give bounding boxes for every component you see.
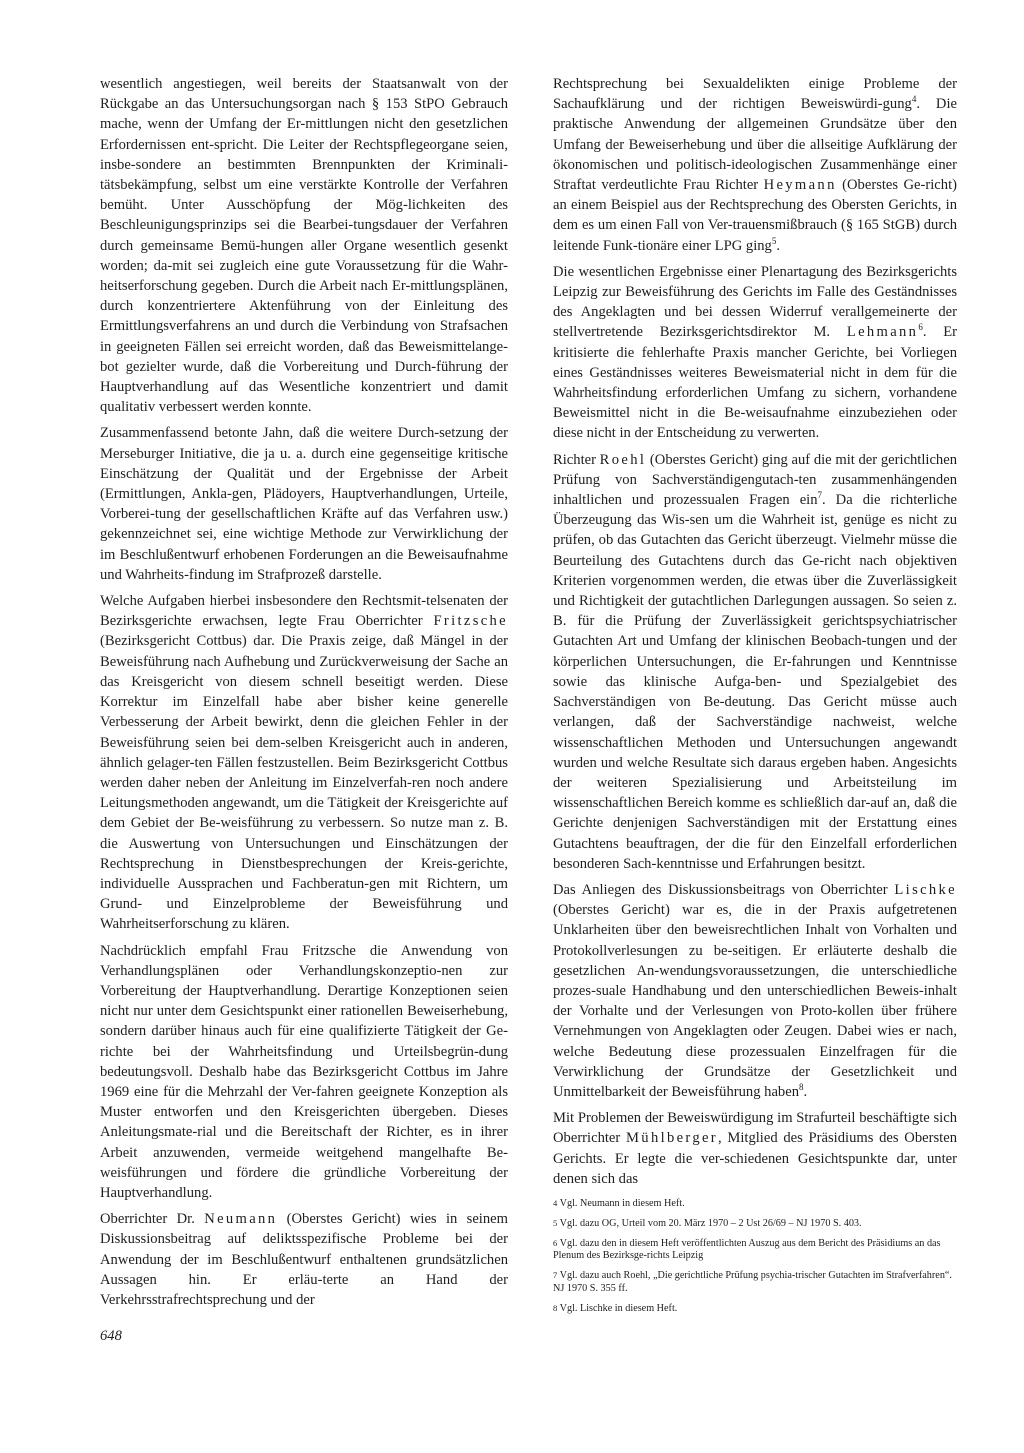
footnote-ref: 8 [799,1082,804,1093]
paragraph-text: . Er kritisierte die fehlerhafte Praxis mancher Gerichte, bei Vorliegen eines Geständnisses weiteres Beweismaterial nicht in dem für die Wahrheitsfindung erforderlichen Umfang zu sichern, vorhandene Beweismittel nicht in die Be-weisaufnahme einzubeziehen oder diese nicht in der Entscheidung zu verwerten. [553,324,957,442]
speaker-name: Heymann [763,177,837,194]
paragraph-text: . Da die richterliche Überzeugung das Wis-sen um die Wahrheit ist, genüge es nicht zu prüfen, ob das Gutachten das Gericht überzeugt. Vielmehr müsse die Beurteilung des Gutachtens durch das Ge-richt nach objektiven Kriterien vorgenommen werden, die etwas über die Zuverlässigkeit und Richtigkeit der gutachtlichen Darlegungen aussagen. So seien z. B. für die Prüfung der Zuverlässigkeit gerichtspsychiatrischer Gutachten Art und Umfang der klinischen Beobach-tungen und der körperlichen Untersuchungen, die Er-fahrungen und Kenntnisse sowie das klinische Aufga-ben- und Spezialgebiet des Sachverständigen von Be-deutung. Das Gericht müsse auch verlangen, daß der Sachverständige nachweist, welche wissenschaftlichen Methoden und Untersuchungen angewandt wurden und welche Resultate sich daraus ergeben haben. Angesichts der weiteren Spezialisierung und Arbeitsteilung im wissenschaftlichen Bereich komme es schließlich dar-auf an, daß die Gerichte denjenigen Sachverständigen mit der Erstattung eines Gutachtens beauftragen, der die für den Einzelfall erforderlichen besonderen Sach-kenntnisse und Erfahrungen besitzt. [553,492,957,872]
footnote-7 [553,1269,957,1296]
left-paragraph-3 [100,591,508,934]
paragraph-text: Oberrichter Dr. [100,1211,195,1228]
left-paragraph-4 [100,941,508,1204]
page-number: 648 [100,1328,122,1344]
paragraph-text: . [776,237,781,254]
footnote-ref: 4 [911,94,917,105]
footnote-ref: 6 [918,322,923,333]
footnote-number: 7 [553,1270,558,1281]
left-paragraph-5 [100,1209,508,1310]
right-paragraph-3 [553,450,957,874]
paragraph-text: (Bezirksgericht Cottbus) dar. Die Praxis zeige, daß Mängel in der Beweisführung nach Aufhebung und Zurückverweisung der Sache an das Kreisgericht von diesem schnell beseitigt werden. Diese Korrektur im Einzelfall habe aber bisher keine generelle Verbesserung der Arbeit bewirkt, denn die gleichen Fehler in der Beweisführung seien bei dem-selben Kreisgericht auch in anderen, ähnlich gelager-ten Fällen festzustellen. Beim Bezirksgericht Cottbus werden daher neben der Anleitung im Einzelverfah-ren noch andere Leitungsmethoden angewandt, um die Tätigkeit der Kreisgerichte auf dem Gebiet der Be-weisführung zu verbessern. So nutze man z. B. die Auswertung von Untersuchungen und Einschätzungen der Rechtsprechung in Dienstbesprechungen der Kreis-gerichte, individuelle Aussprachen und Fachberatun-gen mit Richtern, um Grund- und Einzelprobleme der Beweisführung und Wahrheitserforschung zu klären. [100,633,508,933]
paragraph-text: (Oberstes Ge-richt) an einem Beispiel aus der Rechtsprechung des Obersten Gerichts, in dem es um einen Fall von Ver-trauensmißbrauch (§ 165 StGB) durch leitende Funk-tionäre einer LPG ging [553,177,957,254]
speaker-name: Lehmann [846,324,919,341]
footnote-number: 5 [553,1217,558,1228]
speaker-name: Fritzsche [433,613,508,630]
speaker-name: Mühlberger [626,1130,718,1147]
paragraph-text: , Mitglied des Präsidiums des Obersten Gerichts. Er legte die ver-schiedenen Gesichtspunkte dar, unter denen sich das [553,1130,957,1187]
paragraph-text: (Oberstes Gericht) ging auf die mit der gerichtlichen Prüfung von Sachverständigengutach-ten zusammenhängenden inhaltlichen und prozessualen Fragen ein [553,451,957,509]
paragraph-text: . [803,1083,808,1100]
paragraph-text: Richter [553,451,596,468]
paragraph-text: Rechtsprechung bei Sexualdelikten einige Probleme der Sachaufklärung und der richtigen Beweiswürdi-gung [553,76,957,113]
right-paragraph-4 [553,880,957,1102]
footnote-text: Vgl. Neumann in diesem Heft. [559,1197,685,1209]
paragraph-text: (Oberstes Gericht) wies in seinem Diskussionsbeitrag auf deliktsspezifische Probleme bei der Anwendung der im Beschlußentwurf enthaltenen grundsätzlichen Aussagen hin. Er erläu-terte an Hand der Verkehrsstrafrechtsprechung und der [100,1211,508,1308]
footnote-number: 8 [553,1302,558,1313]
footnote-5 [553,1217,957,1231]
paragraph-text: Zusammenfassend betonte Jahn, daß die weitere Durch-setzung der Merseburger Initiative, die ja u. a. durch eine gegenseitige kritische Einschätzung der Qualität und der Ergebnisse der Arbeit (Ermittlungen, Ankla-gen, Plädoyers, Hauptverhandlungen, Urteile, Vorberei-tung der gesellschaftlichen Kräfte auf das Verfahren usw.) gekennzeichnet sei, eine wichtige Methode zur Verwirklichung der im Beschlußentwurf erhobenen Forderungen an die Beweisaufnahme und Wahrheits-findung im Strafprozeß darstelle. [100,425,508,583]
paragraph-text: Das Anliegen des Diskussionsbeitrags von Oberrichter [553,881,888,898]
paragraph-text: (Oberstes Gericht) war es, die in der Praxis aufgetretenen Unklarheiten über den beweisrechtlichen Inhalt von Vorhalten und Protokollverlesungen zu be-seitigen. Er erläuterte deshalb die gesetzlichen An-wendungsvoraussetzungen, die unterschiedliche prozes-suale Handhabung und den unterschiedlichen Beweis-inhalt der Vorhalte und der Verlesungen von Proto-kollen über frühere Vernehmungen von Angeklagten oder Zeugen. Dabei wies er nach, welche Bedeutung diese prozessualen Einzelfragen für die Verwirklichung der Grundsätze der Gesetzlichkeit und Unmittelbarkeit der Beweisführung haben [553,902,957,1100]
right-paragraph-5 [553,1108,957,1189]
footnote-number: 4 [553,1197,558,1208]
speaker-name: Neumann [204,1211,278,1228]
paragraph-text: wesentlich angestiegen, weil bereits der Staatsanwalt von der Rückgabe an das Untersuchungsorgan nach § 153 StPO Gebrauch mache, wenn der Umfang der Er-mittlungen nicht den gesetzlichen Erfordernissen ent-spricht. Die Leiter der Rechtspflegeorgane seien, insbe-sondere an bestimmten Brennpunkten der Kriminali-tätsbekämpfung, selbst um eine verstärkte Kontrolle der Verfahren bemüht. Unter Ausschöpfung der Mög-lichkeiten des Beschleunigungsprinzips sei die Bearbei-tungsdauer der Verfahren durch gemeinsame Bemü-hungen aller Organe wesentlich gesenkt worden; da-mit sei zugleich eine gute Voraussetzung für die Wahr-heitserforschung gegeben. Durch die Arbeit nach Er-mittlungsplänen, durch konzentriertere Aktenführung von der Einleitung des Ermittlungsverfahrens an und durch die Verbindung von Strafsachen in geeigneten Fällen sei erreicht worden, daß das Beweismittelange-bot gezielter wurde, daß die Vorbereitung und Durch-führung der Hauptverhandlung auf das Wesentliche konzentriert und damit qualitativ verbessert werden konnte. [100,76,508,416]
footnote-ref: 5 [771,235,777,246]
footnote-text: Vgl. dazu OG, Urteil vom 20. März 1970 – 2 Ust 26/69 – NJ 1970 S. 403. [559,1217,862,1229]
footnote-number: 6 [553,1237,558,1248]
speaker-name: Roehl [599,451,647,468]
left-column [100,74,508,1316]
right-paragraph-1 [553,74,957,256]
footnote-text: Vgl. dazu den in diesem Heft veröffentlichten Auszug aus dem Bericht des Präsidiums an das Plenum des Bezirksge-richts Leipzig [553,1237,941,1262]
footnote-ref: 7 [817,490,823,501]
footnote-text: Vgl. Lischke in diesem Heft. [559,1302,678,1314]
paragraph-text: Mit Problemen der Beweiswürdigung im Strafurteil beschäftigte sich Oberrichter [553,1110,957,1147]
left-paragraph-2 [100,423,508,585]
paragraph-text: Nachdrücklich empfahl Frau Fritzsche die Anwendung von Verhandlungsplänen oder Verhandlungskonzeptio-nen zur Vorbereitung der Hauptverhandlung. Derartige Konzeptionen seien nicht nur unter dem Gesichtspunkt einer rationellen Beweiserhebung, sondern darüber hinaus auch für eine qualifizierte Tätigkeit der Ge-richte bei der Wahrheitsfindung und Urteilsbegrün-dung bedeutungsvoll. Deshalb habe das Bezirksgericht Cottbus im Jahre 1969 eine für die Mehrzahl der Ver-fahren geeignete Konzeption als Muster entworfen und den Kreisgerichten übergeben. Dieses Anleitungsmate-rial und die Bereitschaft der Richter, es in ihrer Arbeit anzuwenden, vermeide weitgehend mangelhafte Be-weisführungen und fördere die gründliche Vorbereitung der Hauptverhandlung. [100,942,508,1201]
right-column [553,74,957,1322]
right-paragraph-2 [553,262,957,444]
paragraph-text: Welche Aufgaben hierbei insbesondere den Rechtsmit-telsenaten der Bezirksgerichte erwachsen, legte Frau Oberrichter [100,593,508,630]
footnote-4 [553,1197,957,1211]
footnote-text: Vgl. dazu auch Roehl, „Die gerichtliche Prüfung psychia-trischer Gutachten im Strafverfahren“. NJ 1970 S. 355 ff. [553,1270,952,1294]
paragraph-text: Die wesentlichen Ergebnisse einer Plenartagung des Bezirksgerichts Leipzig zur Beweisführung des Gerichts im Falle des Geständnisses des Angeklagten und bei dessen Widerruf verallgemeinerte der stellvertretende Bezirksgerichtsdirektor M. [553,263,957,341]
left-paragraph-1 [100,74,508,417]
footnotes [553,1197,957,1316]
paragraph-text: . Die praktische Anwendung der allgemeinen Grundsätze über den Umfang der Beweiserhebung und über die allseitige Aufklärung der ökonomischen und politisch-ideologischen Zusammenhänge einer Straftat verdeutlichte Frau Richter [553,96,957,194]
footnote-8 [553,1302,957,1316]
speaker-name: Lischke [894,881,957,898]
footnote-6 [553,1237,957,1264]
